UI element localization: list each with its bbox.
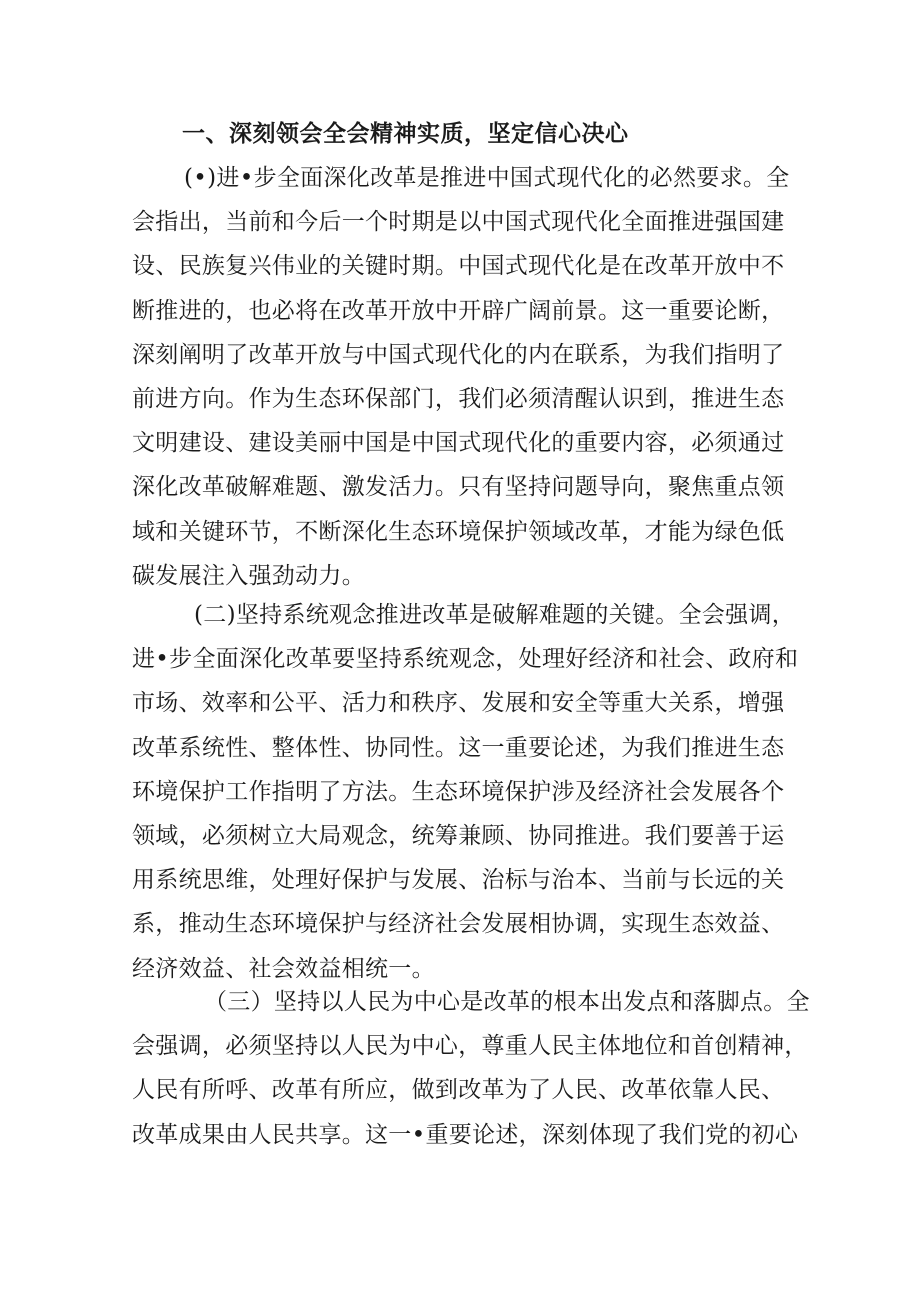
- paragraph-line: 经济效益、社会效益相统一。: [132, 955, 435, 982]
- paragraph-line: 文明建设、建设美丽中国是中国式现代化的重要内容，必须通过: [132, 430, 785, 457]
- paragraph-line: 碳发展注入强劲动力。: [132, 562, 365, 589]
- paragraph-line: 深刻阐明了改革开放与中国式现代化的内在联系，为我们指明了: [132, 341, 785, 368]
- paragraph-line: 用系统思维，处理好保护与发展、治标与治本、当前与长远的关: [132, 867, 785, 894]
- paragraph-2: [132, 593, 799, 991]
- section-heading: 一、深刻领会全会精神实质，坚定信心决心: [182, 120, 629, 147]
- paragraph-line: 前进方向。作为生态环保部门，我们必须清醒认识到，推进生态: [132, 385, 785, 412]
- paragraph-line: （三）坚持以人民为中心是改革的根本出发点和落脚点。全: [204, 989, 810, 1015]
- paragraph-line: (二)坚持系统观念推进改革是破解难题的关键。全会强调，: [194, 602, 796, 628]
- paragraph-line: 域和关键环节，不断深化生态环境保护领域改革，才能为绿色低: [132, 518, 785, 545]
- paragraph-line: 断推进的，也必将在改革开放中开辟广阔前景。这一重要论断，: [132, 297, 785, 324]
- paragraph-line: 环境保护工作指明了方法。生态环境保护涉及经济社会发展各个: [132, 778, 785, 805]
- paragraph-1: [132, 156, 792, 598]
- paragraph-line: 会强调，必须坚持以人民为中心，尊重人民主体地位和首创精神，: [132, 1033, 808, 1060]
- paragraph-line: 市场、效率和公平、活力和秩序、发展和安全等重大关系，增强: [132, 690, 785, 717]
- paragraph-line: 进•步全面深化改革要坚持系统观念，处理好经济和社会、政府和: [132, 646, 799, 673]
- paragraph-line: 系，推动生态环境保护与经济社会发展相协调，实现生态效益、: [132, 911, 785, 938]
- paragraph-line: 设、民族复兴伟业的关键时期。中国式现代化是在改革开放中不: [132, 253, 785, 280]
- paragraph-line: (•)进•步全面深化改革是推进中国式现代化的必然要求。全: [184, 165, 790, 191]
- paragraph-line: 领域，必须树立大局观念，统筹兼顾、协同推进。我们要善于运: [132, 822, 785, 849]
- paragraph-line: 改革成果由人民共享。这一•重要论述，深刻体现了我们党的初心: [132, 1121, 799, 1148]
- paragraph-line: 改革系统性、整体性、协同性。这一重要论述，为我们推进生态: [132, 734, 785, 761]
- paragraph-3: [132, 980, 810, 1157]
- paragraph-line: 会指出，当前和今后一个时期是以中国式现代化全面推进强国建: [132, 209, 785, 236]
- paragraph-line: 人民有所呼、改革有所应，做到改革为了人民、改革依靠人民、: [132, 1077, 785, 1104]
- paragraph-line: 深化改革破解难题、激发活力。只有坚持问题导向，聚焦重点领: [132, 474, 785, 501]
